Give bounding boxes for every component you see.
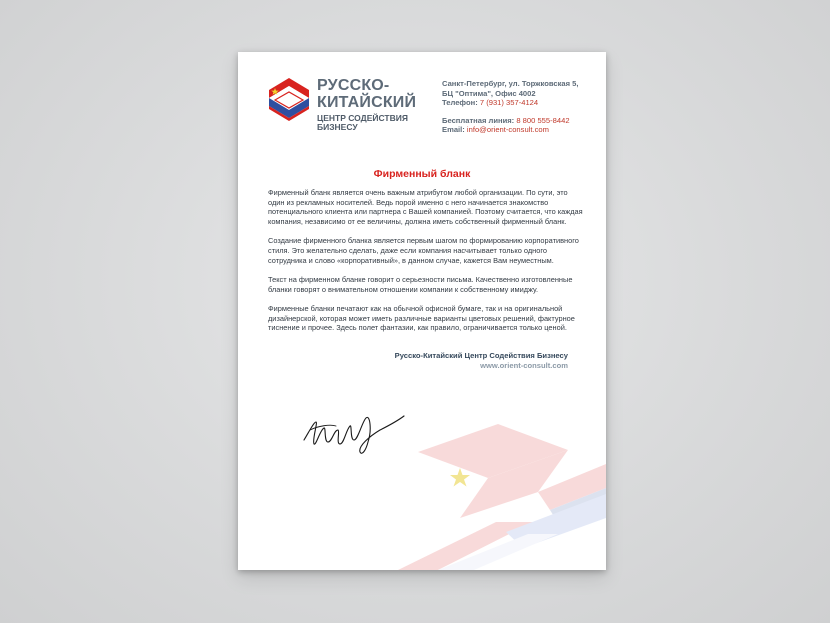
contact-block: [442, 79, 579, 135]
brand-name: [317, 78, 416, 131]
logo-mark: [267, 76, 311, 122]
watermark-star-icon: [450, 468, 470, 487]
signature-graphic: [300, 400, 410, 460]
phone-line: [442, 98, 579, 108]
phone-value: 7 (931) 357-4124: [479, 98, 539, 108]
body-paragraph: Создание фирменного бланка является первым шагом по формированию корпоративного стиля. Это желательно сделать, даже если компания насчитывает только одного сотрудника и слово «корпоративный», в данном случае, кажется Вам неуместным.: [268, 236, 579, 265]
hotline-label: Бесплатная линия:: [442, 115, 515, 125]
email-line: [442, 125, 579, 135]
hotline-line: [442, 116, 579, 126]
hotline-value: 8 800 555-8442: [516, 115, 570, 125]
signature-block: [395, 351, 568, 371]
sign-url: www.orient-consult.com: [480, 361, 568, 370]
brand-line-4: БИЗНЕСУ: [317, 121, 358, 132]
letterhead-sheet: [238, 52, 606, 570]
email-label: Email:: [442, 125, 465, 135]
email-value: info@orient-consult.com: [466, 125, 549, 135]
body-paragraph: Фирменные бланки печатают как на обычной офисной бумаге, так и на оригинальной дизайнерской, которая может иметь различные варианты цветовых решений, фактурное тиснение и прочее. Здесь полет фантазии, как правило, ограничивается только ценой.: [268, 303, 575, 333]
brand-line-3: ЦЕНТР СОДЕЙСТВИЯ: [317, 113, 408, 123]
address-line-2: БЦ "Оптима", Офис 4002: [442, 88, 536, 98]
letter-body: [268, 188, 583, 342]
letter-title: Фирменный бланк: [373, 168, 471, 180]
address-line-1: Санкт-Петербург, ул. Торжковская 5,: [442, 79, 579, 88]
brand-line-1: РУССКО-: [317, 77, 390, 94]
body-paragraph: Текст на фирменном бланке говорит о серьезности письма. Качественно изготовленные бланки говорят о внимательном отношении компании к собственному имиджу.: [268, 274, 573, 294]
phone-label: Телефон:: [442, 98, 478, 108]
body-paragraph: Фирменный бланк является очень важным атрибутом любой организации. По сути, это один из рекламных носителей. Ведь порой именно с него начинается знакомство потенциального клиента или партнера с Вашей компанией. Поэтому считается, что каждая компания, независимо от ее величины, должна иметь собственный фирменный бланк.: [268, 188, 583, 227]
sign-organization: Русско-Китайский Центр Содействия Бизнесу: [394, 351, 568, 360]
brand-line-2: КИТАЙСКИЙ: [317, 94, 417, 111]
